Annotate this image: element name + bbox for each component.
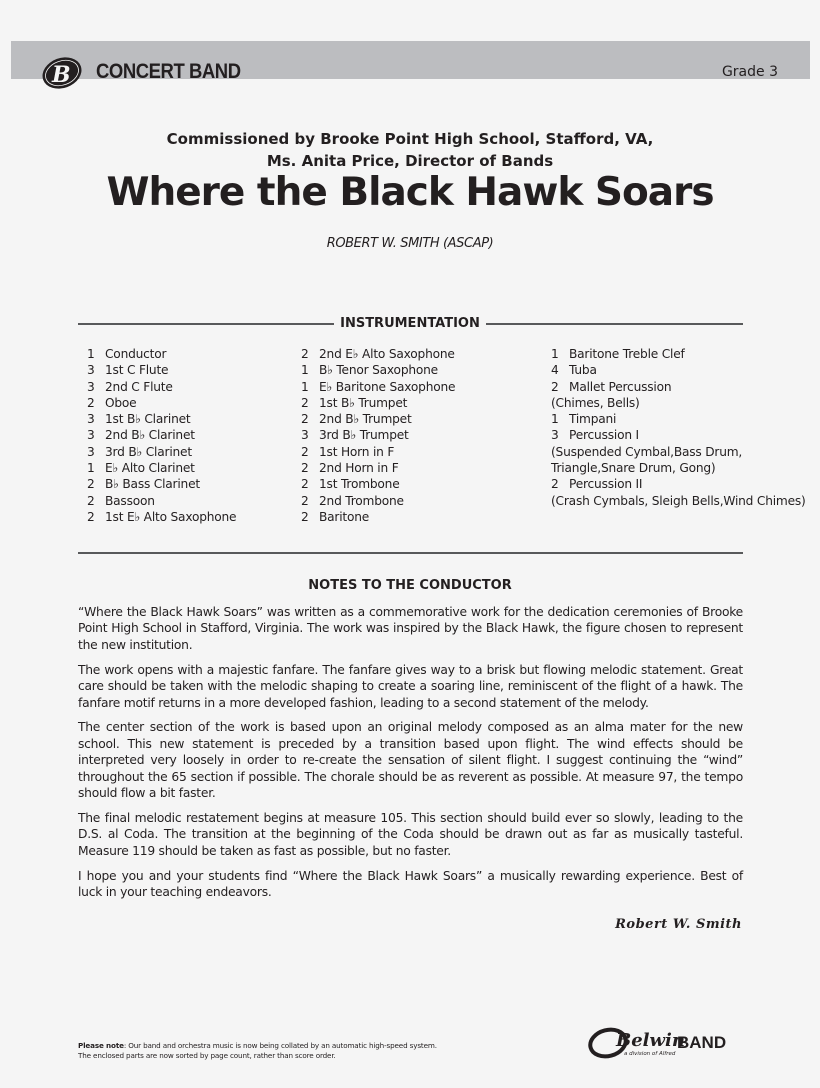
instrument-quantity: 1 — [87, 347, 95, 361]
instrument-name: Baritone Treble Clef — [569, 347, 685, 361]
instrument-item — [301, 460, 455, 476]
instrument-quantity: 2 — [301, 444, 309, 459]
instrument-name: 3rd B♭ Trumpet — [319, 428, 409, 443]
instrument-quantity: 1 — [301, 379, 309, 394]
instrumentation-heading-text: INSTRUMENTATION — [334, 316, 486, 331]
instrument-name: 1st C Flute — [105, 363, 169, 378]
instrument-name: Baritone — [319, 509, 370, 524]
instrument-quantity: 2 — [551, 379, 559, 394]
instrument-detail: Snare Drum, Gong) — [600, 461, 716, 476]
instrument-name: 1st B♭ Clarinet — [105, 412, 191, 427]
commission-line-2: Ms. Anita Price, Director of Bands — [266, 152, 554, 170]
instrument-name: Percussion II — [569, 477, 643, 492]
instrument-quantity: 3 — [87, 412, 95, 427]
instrument-name: B♭ Bass Clarinet — [105, 477, 200, 492]
instrument-quantity: 2 — [87, 477, 95, 492]
instrument-item — [87, 460, 236, 476]
series-label: CONCERT BAND — [96, 60, 241, 83]
instrument-name: Timpani — [569, 412, 617, 427]
instrument-name: Mallet Percussion — [569, 379, 672, 394]
instrument-item — [301, 379, 455, 395]
instrument-item — [551, 346, 820, 362]
instrument-item — [87, 476, 236, 492]
instrument-quantity: 2 — [301, 493, 309, 508]
composer-credit: ROBERT W. SMITH (ASCAP) — [326, 236, 494, 251]
signature: Robert W. Smith — [615, 917, 742, 932]
instrument-name: Conductor — [105, 347, 167, 361]
notes-paragraph: The final melodic restatement begins at measure 105. This section should build ever so slowly, leading to the D.S. al Coda. The transition at the beginning of the Coda should be drawn out as far as musically tasteful. Measure 119 should be taken as fast as possible, but no faster. — [78, 810, 743, 858]
instrument-item — [87, 493, 236, 509]
instrument-column-3 — [551, 346, 820, 509]
publisher-logo — [588, 1027, 748, 1063]
instrument-quantity: 1 — [87, 461, 95, 476]
instrument-detail: Bass Drum, Triangle, — [551, 444, 743, 476]
instrument-item — [551, 411, 820, 427]
instrument-quantity: 3 — [301, 428, 309, 443]
instrument-quantity: 2 — [301, 347, 309, 361]
instrument-name: E♭ Baritone Saxophone — [319, 379, 456, 394]
footer-note-label: Please note — [78, 1041, 124, 1050]
instrument-item — [87, 395, 236, 411]
instrument-item — [301, 509, 455, 525]
commission-line-1: Commissioned by Brooke Point High School, Stafford, VA, — [166, 130, 654, 148]
instrument-name: 2nd E♭ Alto Saxophone — [319, 347, 455, 361]
instrument-detail: Wind Chimes) — [723, 493, 806, 508]
footer-note-line-1: : Our band and orchestra music is now being collated by an automatic high-speed system. — [123, 1041, 437, 1050]
instrument-item — [87, 509, 236, 525]
footer-note — [78, 1041, 437, 1061]
publisher-band: BAND — [677, 1033, 727, 1052]
instrument-quantity: 1 — [551, 412, 559, 427]
instrument-item — [87, 379, 236, 395]
instrument-item — [87, 346, 236, 362]
instrument-name: B♭ Tenor Saxophone — [319, 363, 438, 378]
instrument-name: 1st Trombone — [319, 477, 400, 492]
instrument-item — [87, 427, 236, 443]
instrument-name: 1st B♭ Trumpet — [319, 395, 408, 410]
instrument-item — [301, 346, 455, 362]
instrument-item — [301, 444, 455, 460]
instrument-quantity: 4 — [551, 363, 559, 378]
instrument-quantity: 2 — [87, 395, 95, 410]
grade-label: Grade 3 — [721, 64, 778, 80]
instrument-name: 2nd Horn in F — [319, 461, 399, 476]
instrument-item — [301, 411, 455, 427]
instrument-detail: (Suspended Cymbal, — [551, 444, 674, 459]
instrument-item — [551, 476, 820, 509]
instrument-quantity: 2 — [301, 461, 309, 476]
instrument-quantity: 3 — [87, 428, 95, 443]
instrument-quantity: 2 — [301, 395, 309, 410]
instrument-detail: (Chimes, Bells) — [551, 395, 640, 410]
notes-paragraph: The center section of the work is based upon an original melody composed as an alma mater for the new school. This new statement is preceded by a transition based upon flight. The wind effects should be interpreted very loosely in order to re-create the sensation of silent flight. I suggest continuing the “wind” throughout the 65 section if possible. The chorale should be as reverent as possible. At measure 97, the tempo should flow a bit faster. — [78, 720, 743, 801]
conductor-notes — [78, 604, 743, 909]
instrument-item — [87, 411, 236, 427]
instrument-quantity: 2 — [87, 509, 95, 524]
instrument-name: 2nd Trombone — [319, 493, 404, 508]
publisher-division: a division of Alfred — [624, 1051, 676, 1057]
instrument-quantity: 2 — [301, 412, 309, 427]
instrument-item — [551, 362, 820, 378]
instrument-item — [551, 427, 820, 476]
instrument-name: Tuba — [569, 363, 597, 378]
instrument-column-1 — [87, 346, 236, 525]
instrument-quantity: 2 — [301, 509, 309, 524]
instrument-item — [301, 493, 455, 509]
instrument-name: Percussion I — [569, 428, 639, 443]
instrument-quantity: 2 — [301, 477, 309, 492]
instrument-quantity: 2 — [551, 477, 559, 492]
instrument-item — [87, 444, 236, 460]
instrument-name: 3rd B♭ Clarinet — [105, 444, 192, 459]
instrument-item — [301, 427, 455, 443]
instrument-quantity: 1 — [551, 347, 559, 361]
notes-rule — [78, 552, 743, 554]
instrument-quantity: 3 — [551, 428, 559, 443]
instrument-name: 2nd C Flute — [105, 379, 173, 394]
instrument-item — [301, 362, 455, 378]
instrument-column-2 — [301, 346, 455, 525]
footer-note-line-2: The enclosed parts are now sorted by page count, rather than score order. — [78, 1051, 336, 1060]
notes-paragraph: I hope you and your students find “Where the Black Hawk Soars” a musically rewarding experience. Best of luck in your teaching endeavors. — [78, 868, 743, 900]
instrument-quantity: 2 — [87, 493, 95, 508]
page-title: Where the Black Hawk Soars — [106, 170, 714, 215]
instrument-item — [551, 379, 820, 412]
notes-heading: NOTES TO THE CONDUCTOR — [308, 578, 512, 593]
instrumentation-heading — [0, 316, 820, 331]
commission-text — [0, 128, 820, 172]
instrument-item — [301, 476, 455, 492]
instrument-item — [301, 395, 455, 411]
instrument-name: E♭ Alto Clarinet — [105, 461, 195, 476]
instrument-quantity: 3 — [87, 379, 95, 394]
publisher-script: Belwin — [616, 1030, 685, 1051]
instrument-item — [87, 362, 236, 378]
instrument-quantity: 3 — [87, 444, 95, 459]
belwin-b-logo-icon — [40, 55, 84, 91]
svg-text:B: B — [52, 62, 71, 88]
instrument-quantity: 3 — [87, 363, 95, 378]
instrument-name: Bassoon — [105, 493, 155, 508]
instrument-name: 1st E♭ Alto Saxophone — [105, 509, 237, 524]
instrument-name: 2nd B♭ Clarinet — [105, 428, 195, 443]
instrument-name: 2nd B♭ Trumpet — [319, 412, 412, 427]
notes-paragraph: The work opens with a majestic fanfare. The fanfare gives way to a brisk but flowing melodic statement. Great care should be taken with the melodic shaping to create a soaring line, reminiscent of the flight of a hawk. The fanfare motif returns in a more developed fashion, leading to a second statement of the melody. — [78, 662, 743, 710]
notes-paragraph: “Where the Black Hawk Soars” was written as a commemorative work for the dedication ceremonies of Brooke Point High School in Stafford, Virginia. The work was inspired by the Black Hawk, the figure chosen to represent the new institution. — [78, 605, 743, 652]
instrument-quantity: 1 — [301, 363, 309, 378]
instrument-name: 1st Horn in F — [319, 444, 395, 459]
instrument-detail: (Crash Cymbals, Sleigh Bells, — [551, 493, 724, 508]
instrument-name: Oboe — [105, 395, 137, 410]
